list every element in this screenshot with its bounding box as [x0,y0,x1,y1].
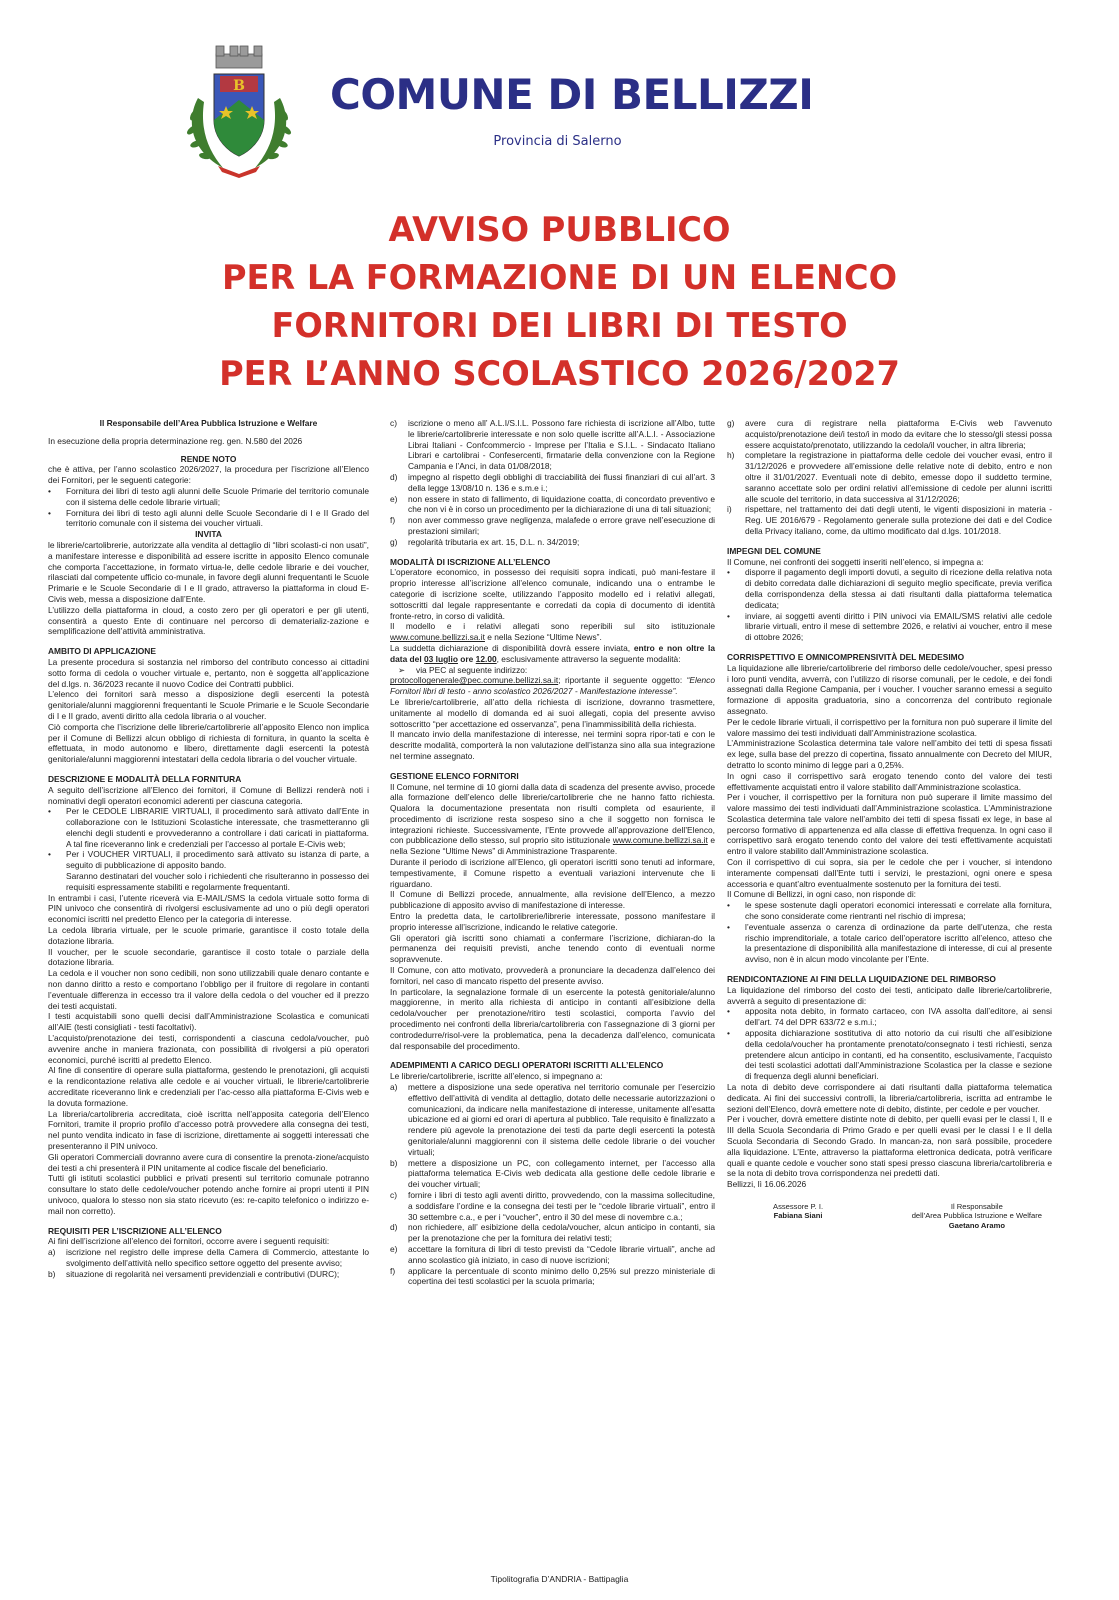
date-place: Bellizzi, lì 16.06.2026 [727,1179,807,1190]
paragraph: protocollogenerale@pec.comune.bellizzi.sa.it; riportante il seguente oggetto: “Elenco Fornitori libri di testo - anno scolastico 2026/2027 - Manifestazione interesse”. [390,675,716,697]
bullet-dot-icon: • [48,485,51,496]
arrow-bullet-icon: ➢ [398,664,406,675]
coat-of-arms-icon [178,40,300,178]
paragraph: La presente procedura si sostanzia nel rimborso del contributo concesso ai cittadini sotto forma di cedola o voucher virtuale e, pertanto, non è soggetta all’applicazione del d.lgs. n. 36/2023 recante il nuovo Codice dei Contratti pubblici. [48,656,369,689]
website-link[interactable]: www.comune.bellizzi.sa.it [612,835,708,846]
section-heading: IMPEGNI DEL COMUNE [727,545,821,556]
signature-assessore: Assessore P. I. Fabiana Siani [773,1201,824,1221]
section-heading: ADEMPIMENTI A CARICO DEGLI OPERATORI ISCRITTI ALL’ELENCO [390,1060,664,1071]
bullet-dot-icon: • [48,507,51,518]
invita-heading: INVITA [195,529,222,540]
paragraph: L’operatore economico, in possesso dei requisiti sopra indicati, può mani-festare il proprio interesse all’iscrizione all’elenco comunale, indicando una o entrambe le categorie di iscrizione scelte, utilizzando l’apposito modello ed i relativi allegati, sottoscritti dal legale rappresentante e corredati da copia di documento di identità fronte-retro, in corso di validità. [390,567,715,621]
list-item: e) non essere in stato di fallimento, di liquidazione coatta, di concordato preventivo e che non vi è in corso un procedimento per la dichiarazione di una di tali situazioni; [390,493,715,515]
paragraph: La liquidazione del rimborso del costo dei testi, anticipato dalle librerie/cartolibrerie, avverrà a seguito di presentazione di: [727,984,1052,1006]
list-item: a) iscrizione nel registro delle imprese della Camera di Commercio, attestante lo svolgimento dell’attività nello specifico settore oggetto del presente avviso; [48,1247,369,1268]
list-item: b) mettere a disposizione un PC, con collegamento internet, per l’accesso alla piattaforma telematica E-Civis web dedicata alla gestione delle cedole librarie e dei voucher virtuali; [390,1157,715,1190]
title-line: FORNITORI DEI LIBRI DI TESTO [271,306,848,345]
list-item: ➢ via PEC al seguente indirizzo: [398,664,528,675]
paragraph: In entrambi i casi, l’utente riceverà via E-MAIL/SMS la cedola virtuale sotto forma di PIN univoco che consentirà di rivolgersi esclusivamente ad uno o più degli operatori economici iscritti nel predetto Elenco per la categoria di interesse. [48,892,369,925]
list-item: • Per le CEDOLE LIBRARIE VIRTUALI, il procedimento sarà attivato dall’Ente in collaborazione con le Istituzioni Scolastiche interessate, che trasmetteranno gli elenchi degli studenti e provvederanno a controllare i dati caricati in piattaforma. A tal fine riceveranno link e credenziali per l’accesso al portale E-Civis web; [48,806,369,849]
paragraph: Il modello e i relativi allegati sono reperibili sul sito istituzionale www.comune.bellizzi.sa.it e nella Sezione “Ultime News”. [390,621,715,643]
paragraph: La cedola libraria virtuale, per le scuole primarie, garantisce il costo totale della dotazione libraria. [48,925,369,946]
paragraph: Il Comune di Bellizzi procede, annualmente, alla revisione dell’Elenco, a mezzo pubblicazione di apposito avviso di manifestazione di interesse. [390,889,715,911]
list-item: g) avere cura di registrare nella piattaforma E-Civis web l’avvenuto acquisto/prenotazione dei/i testo/i in modo da evitare che lo stesso/gli stessi possa essere acquistato/prenotato, utilizzando la cedola/il voucher, in altra libreria; [727,418,1052,450]
bullet-dot-icon: • [727,900,730,911]
list-item: b) situazione di regolarità nei versamenti previdenziali e contributivi (DURC); [48,1268,340,1279]
website-link[interactable]: www.comune.bellizzi.sa.it [390,632,485,643]
paragraph: Il voucher, per le scuole secondarie, garantisce il costo totale o parziale della dotazione libraria. [48,946,369,968]
paragraph: La liquidazione alle librerie/cartolibrerie del rimborso delle cedole/voucher, spesi presso i loro punti vendita, avverrà, con l’utilizzo di risorse comunali, per le cedole, e dei fondi assegnati dalla Regione Campania, per i voucher. I voucher saranno emessi a seguito formazione di apposita graduatoria, sino a concorrenza del contributo regionale assegnato. [727,662,1052,716]
paragraph: Ai fini dell’iscrizione all’elenco dei fornitori, occorre avere i seguenti requisiti: [48,1236,330,1247]
section-heading: MODALITÀ DI ISCRIZIONE ALL’ELENCO [390,556,551,567]
rende-noto-text: che è attiva, per l’anno scolastico 2026/2027, la procedura per l’iscrizione all’Elenco dei Fornitori, per le seguenti categorie: [48,464,369,486]
paragraph: Le librerie/cartolibrerie, iscritte all’elenco, si impegnano a: [390,1071,603,1082]
paragraph: A seguito dell’iscrizione all’Elenco dei fornitori, il Comune di Bellizzi renderà noti i nominativi degli operatori economici aderenti per ciascuna categoria. [48,784,369,806]
section-heading: AMBITO DI APPLICAZIONE [48,646,156,657]
paragraph: Il Comune, nel termine di 10 giorni dalla data di scadenza del presente avviso, procede alla formazione dell’elenco delle librerie/cartolibrerie che ne hanno fatto richiesta. Qualora la documentazione presentata non risulti completa od esauriente, il procedimento di iscrizione resta sospeso sino a che il soggetto non fornisca le integrazioni richieste. Successivamente, l’Ente provvede all’approvazione dell’Elenco, con pubblicazione dello stesso, sul proprio sito istituzionale www.comune.bellizzi.sa.it e nella Sezione “Ultime News” di Amministrazione Trasparente. [390,781,716,857]
paragraph: I testi acquistabili sono quelli decisi dall’Amministrazione Scolastica e comunicati all’AIE (testi consigliati - testi facoltativi). [48,1011,369,1033]
list-item: d) impegno al rispetto degli obblighi di tracciabilità dei flussi finanziari di cui all’art. 3 della legge 13/08/10 n. 136 e s.m.e i.; [390,471,715,493]
section-heading: CORRISPETTIVO E OMNICOMPRENSIVITÀ DEL MEDESIMO [727,651,965,662]
title-line: PER L’ANNO SCOLASTICO 2026/2027 [219,354,900,393]
invita-text-2: L’utilizzo della piattaforma in cloud, a costo zero per gli operatori e per gli utenti, consentirà a questo Ente di continuare nel percorso di dematerializ-zazione e semplificazione dell’attività amministrativa. [48,604,369,637]
section-heading: DESCRIZIONE E MODALITÀ DELLA FORNITURA [48,773,242,784]
invita-text: le librerie/cartolibrerie, autorizzate alla vendita al dettaglio di “libri scolasti-ci non usati”, a manifestare interesse e disponibilità ad essere iscritte in apposito Elenco comunale che comporta l’accettazione, in formato virtua-le, delle cedole librarie e dei voucher, rilasciati dal competente ufficio co-munale, in favore degli alunni frequentanti le Scuole Primarie e le Scuole Secondarie di I e II grado, attraverso la piattaforma in cloud E-Civis web, messa a disposizione dall’Ente. [48,539,369,604]
list-item: e) accettare la fornitura di libri di testo previsti da “Cedole librarie virtuali”, anche ad anno scolastico già iniziato, in caso di nuove iscrizioni; [390,1243,715,1265]
paragraph: Il mancato invio della manifestazione di interesse, nei termini sopra ripor-tati e con le descritte modalità, comporterà la non valutazione dell’istanza sino alla sua integrazione nel termine assegnato. [390,729,715,761]
notice-title [0,206,1119,398]
bullet-dot-icon: • [727,1028,730,1039]
paragraph: Entro la predetta data, le cartolibrerie/librerie interessate, possono manifestare il proprio interesse all’iscrizione, indicando le relative categorie. [390,911,715,932]
list-item: c) iscrizione o meno all’ A.L.I/S.I.L. Possono fare richiesta di iscrizione all’Albo, tutte le librerie/cartolibrerie interessate e non solo quelle iscritte all’A.L.I. - Associazione Librai Italiani - Confcommercio - Imprese per l’Italia e S.I.L. - Sindacato Italiano Librari e cartolibrai - Confesercenti, firmatarie della convenzione con la Regione Campania e l’Anci, in data 01/08/2018; [390,418,715,472]
printer-credit: Tipolitografia D’ANDRIA - Battipaglia [490,1574,629,1584]
list-item: c) fornire i libri di testo agli aventi diritto, provvedendo, con la massima sollecitudine, a soddisfare l’ordine e la consegna dei testi per le “cedole librarie virtuali”, entro il 30 settembre c.a., e per i “voucher”, entro il 30 del mese di novembre c.a.; [390,1189,715,1222]
paragraph: La nota di debito deve corrispondere ai dati risultanti dalla piattaforma telematica dedicata. Ai fini dei successivi controlli, la libreria/cartolibreria, iscritta ad entrambe le sezioni dell’Elenco, dovrà emettere note di debito, distinte, per cedole e per voucher. [727,1082,1052,1114]
section-heading: GESTIONE ELENCO FORNITORI [390,770,519,781]
list-item: d) non richiedere, all’ esibizione della cedola/voucher, alcun anticipo in contanti, sia per la prenotazione che per la fornitura dei relativi testi; [390,1222,715,1244]
column-right [727,418,1052,1230]
list-item: h) completare la registrazione in piattaforma delle cedole dei voucher evasi, entro il 31/12/2026 e provvedere all’emissione delle relative note di debito, entro e non oltre il 31/01/2027. Eventuali note di debito, emesse dopo il suddetto termine, saranno accettate solo per ordini relativi all’emissione di cedole per alunni iscritti alle scuole del territorio, in data successiva al 31/12/2026; [727,450,1052,504]
paragraph: Il Comune, nei confronti dei soggetti inseriti nell’elenco, si impegna a: [727,556,984,567]
list-item: f) applicare la percentuale di sconto minimo dello 0,25% sul prezzo ministeriale di copertina dei testi scolastici per la scuola primaria; [390,1265,715,1287]
bullet-dot-icon: • [727,1006,730,1017]
paragraph: Per le cedole librarie virtuali, il corrispettivo per la fornitura non può superare il limite del valore massimo dei testi individuati dall’Amministrazione scolastica. [727,716,1052,738]
list-item: • Fornitura dei libri di testo agli alunni delle Scuole Secondarie di I e II Grado del territorio comunale con il sistema dei voucher virtuali. [48,507,369,529]
paragraph: Con il corrispettivo di cui sopra, sia per le cedole che per i voucher, si intendono interamente compensati dall’Ente tutti i servizi, le prestazioni, ogni onere e spesa accessoria e quant’altro eventualmente sostenuto per la fornitura dei testi. [727,857,1052,889]
esecuzione-text: In esecuzione della propria determinazione reg. gen. N.580 del 2026 [48,435,303,446]
paragraph: Per i voucher, dovrà emettere distinte note di debito, per quelli evasi per le classi I, II e III della Scuola Secondaria di Primo Grado e per quelli evasi per le classi I e II della Scuola Secondaria di Secondo Grado. In mancan-za, non sarà possibile, procedere alla liquidazione. L’Ente, attraverso la piattaforma elettronica dedicata, potrà verificare quali e quante cedole e voucher sono stati spesi presso ciascuna libreria/cartolibreria e se la nota di debito trova corrispondenza nei predetti dati. [727,1114,1052,1179]
paragraph: L’acquisto/prenotazione dei testi, corrispondenti a ciascuna cedola/voucher, può avvenire anche in maniera frazionata, con possibilità di rivolgersi a più operatori economici, purché iscritti al predetto Elenco. [48,1033,369,1065]
list-item: • Per i VOUCHER VIRTUALI, il procedimento sarà attivato su istanza di parte, a seguito di pubblicazione di apposito bando. [48,849,369,871]
paragraph: Il Comune di Bellizzi, in ogni caso, non risponde di: [727,889,917,900]
section-heading: REQUISITI PER L’ISCRIZIONE ALL’ELENCO [48,1225,222,1236]
bullet-dot-icon: • [727,567,730,578]
paragraph: La suddetta dichiarazione di disponibilità dovrà essere inviata, entro e non oltre la data del 03 luglio ore 12.00, esclusivamente attraverso la seguente modalità: [390,642,716,664]
list-item: • inviare, ai soggetti aventi diritto i PIN univoci via EMAIL/SMS relativi alle cedole librarie virtuali, entro il mese di settembre 2026, e relativi ai voucher, entro il mese di ottobre 2026; [727,610,1052,643]
crest-letter: B [233,78,245,94]
paragraph: La cedola e il voucher non sono cedibili, non sono utilizzabili quale denaro contante e non danno diritto a resto e comportano l’obbligo per il fruitore di regolare in contanti l’eventuale differenza in eccesso tra il valore della cedola o del voucher ed il prezzo dei testi acquistati. [48,968,369,1011]
responsabile-heading: Il Responsabile dell’Area Pubblica Istruzione e Welfare [99,418,318,428]
list-item: a) mettere a disposizione una sede operativa nel territorio comunale per l’esercizio effettivo dell’attività di vendita al dettaglio, dotato delle necessarie autorizzazioni o comunicazioni, da indicare nella manifestazione di interesse, unitamente all’esatta ubicazione ed ai giorni ed orari di apertura al pubblico. Tale requisito è finalizzato a rendere più agevole la prenotazione dei testi da parte degli esercenti la potestà genitoriale/alunni maggiorenni con il sistema delle cedole librarie o dei voucher virtuali; [390,1082,715,1157]
title-line: AVVISO PUBBLICO [388,210,731,249]
paragraph: In particolare, la segnalazione formale di un esercente la potestà genitoriale/alunno maggiorenne, in merito alla richiesta di anticipo in contanti all’esibizione della cedola/voucher per prenotazione/ritiro testi scolastici, comporta l’avvio del procedimento nei confronti della libreria/cartolibreria con l’assegnazione di 3 giorni per controdedurre/risol-vere la problematica, pena la decadenza dall’elenco, comunicata dal responsabile del procedimento. [390,986,715,1051]
list-item: • disporre il pagamento degli importi dovuti, a seguito di ricezione della relativa nota di debito corredata dalle dichiarazioni di seguito meglio specificate, previa verifica della corrispondenza della stessa ai dati risultanti dalla piattaforma telematica dedicata; [727,567,1052,610]
bullet-dot-icon: • [727,921,730,932]
paragraph: Al fine di consentire di operare sulla piattaforma, gestendo le prenotazioni, gli acquisti e la rendicontazione relativa alle cedole e ai voucher virtuali, le librerie/cartolibrerie accreditate riceveranno link e credenziali per l’ac-cesso alla piattaforma E-Civis web e la dovuta formazione. [48,1065,369,1108]
paragraph: Gli operatori già iscritti sono chiamati a confermare l’iscrizione, dichiaran-do la permanenza dei requisiti previsti, anche tenendo conto di eventuali norme sopravvenute. [390,932,715,965]
paragraph: La libreria/cartolibreria accreditata, cioè iscritta nell’apposita categoria dell’Elenco Fornitori, tramite il proprio profilo d’accesso potrà provvedere alla consegna dei testi, nel punto vendita indicato in fase di iscrizione, direttamente ai soggetti interessati che presenteranno il PIN univoco. [48,1108,369,1151]
signatures [727,1202,1052,1231]
signature-responsabile: Il Responsabile dell’Area Pubblica Istruzione e Welfare Gaetano Aramo [911,1201,1042,1230]
paragraph: Gli operatori Commerciali dovranno avere cura di consentire la prenota-zione/acquisto dei testi a chi presenterà il PIN unitamente al codice fiscale del beneficiario. [48,1151,369,1173]
bullet-dot-icon: • [48,849,51,860]
list-item: i) rispettare, nel trattamento dei dati degli utenti, le vigenti disposizioni in materia - Reg. UE 2016/679 - Regolamento generale sulla protezione dei dati e del Codice della Privacy italiano, come, da ultimo modificato dal d.lgs. 101/2018. [727,504,1052,536]
pec-email-link[interactable]: protocollogenerale@pec.comune.bellizzi.sa.it [390,675,559,686]
list-item: • l’eventuale assenza o carenza di ordinazione da parte dell’utenza, che resta rischio imprenditoriale, a totale carico dell’operatore iscritto all’elenco, atteso che la presentazione di disponibilità alla manifestazione di interesse, di cui al presente avviso, non è in alcun modo vincolante per l’Ente. [727,921,1052,965]
bullet-dot-icon: • [48,806,51,817]
paragraph: Le librerie/cartolibrerie, all’atto della richiesta di iscrizione, dovranno trasmettere, unitamente al modello di domanda ed ai suoi allegati, copia del presente avviso sottoscritto “per accettazione ed osservanza”, pena l’inammissibilità della richiesta. [390,696,715,729]
paragraph: Ciò comporta che l’iscrizione delle librerie/cartolibrerie all’apposito Elenco non implica per il Comune di Bellizzi alcun obbligo di richiesta di fornitura, in quanto la scelta è effettuata, in modo autonomo e libero, direttamente dagli esercenti la potestà genitoriale/alunni maggiorenni intestatari della cedola libraria o del voucher virtuale. [48,721,369,765]
list-item: • apposita nota debito, in formato cartaceo, con IVA assolta dall’editore, ai sensi dell’art. 74 del DPR 633/72 e s.m.i.; [727,1006,1052,1028]
column-left [48,418,369,1280]
column-middle [390,418,715,1287]
list-item: • le spese sostenute dagli operatori economici interessati e correlate alla fornitura, che sono considerate come rientranti nel rischio di impresa; [727,900,1052,922]
list-item: g) regolarità tributaria ex art. 15, D.L. n. 34/2019; [390,536,580,547]
paragraph: Tutti gli istituti scolastici pubblici e privati presenti sul territorio comunale potranno consultare lo stato delle cedole/voucher potendo anche fornire ai propri utenti il PIN univoco, qualora lo stesso non sia stato ricevuto (es: re-capito telefonico o indirizzo e-mail non corretto). [48,1173,369,1216]
paragraph: In ogni caso il corrispettivo sarà erogato tenendo conto del valore dei testi effettivamente acquistati entro il valore stabilito dall’Amministrazione scolastica. [727,770,1052,792]
list-item: f) non aver commesso grave negligenza, malafede o errore grave nell’esecuzione di prestazioni similari; [390,515,715,536]
section-heading: RENDICONTAZIONE AI FINI DELLA LIQUIDAZIONE DEL RIMBORSO [727,974,996,985]
paragraph: L’elenco dei fornitori sarà messo a disposizione degli esercenti la potestà genitoriale/alunni maggiorenni frequentanti le Scuole Primarie e le Scuole Secondarie di I e II grado, aventi diritto alla cedola libraria o al voucher. [48,689,369,721]
list-item: • apposita dichiarazione sostitutiva di atto notorio da cui risulti che all’esibizione della cedola/voucher ha prontamente prenotato/consegnato i testi richiesti, senza pretendere alcun anticipo in contanti, ed ha consentito, esclusivamente, l’acquisto dei testi scolastici adottati dall’Amministrazione Scolastica per la classe e sezione di frequenza degli alunni beneficiari. [727,1028,1052,1082]
paragraph: Il Comune, con atto motivato, provvederà a pronunciare la decadenza dall’elenco dei fornitori, nel caso di mancato rispetto del presente avviso. [390,965,715,986]
paragraph: Saranno destinatari del voucher solo i richiedenti che risulteranno in possesso dei requisiti espressamente stabiliti e regolarmente frequentanti. [66,871,369,892]
paragraph: L’Amministrazione Scolastica determina tale valore nell’ambito dei tetti di spesa fissati ex lege, sulla base del prezzo di copertina, fissato annualmente con Decreto del MIUR, detratto lo sconto minimo di legge pari a 0,25%. [727,738,1052,770]
paragraph: Per i voucher, il corrispettivo per la fornitura non può superare il limite massimo del valore massimo dei testi individuati dall’Amministrazione scolastica. L’Amministrazione Scolastica determina tale valore nell’ambito dei tetti di spesa fissati ex lege, in base al percorso formativo di appartenenza ed alla classe di effettiva frequenza. In ogni caso il corrispettivo sarà erogato tenendo conto del valore dei testi effettivamente acquistati entro il valore stabilito dall’Amministrazione scolastica. [727,792,1052,857]
list-item: • Fornitura dei libri di testo agli alunni delle Scuole Primarie del territorio comunale con il sistema delle cedole librarie virtuali; [48,485,369,507]
rende-noto-heading: RENDE NOTO [180,453,237,464]
municipality-title: COMUNE DI BELLIZZI [330,70,814,119]
paragraph: Durante il periodo di iscrizione all’Elenco, gli operatori iscritti sono tenuti ad informare, tempestivamente, il Comune rispetto a eventuali variazioni intervenute che li riguardano. [390,857,715,889]
title-line: PER LA FORMAZIONE DI UN ELENCO [221,258,898,297]
bullet-dot-icon: • [727,610,730,621]
province-subtitle: Provincia di Salerno [493,134,622,149]
